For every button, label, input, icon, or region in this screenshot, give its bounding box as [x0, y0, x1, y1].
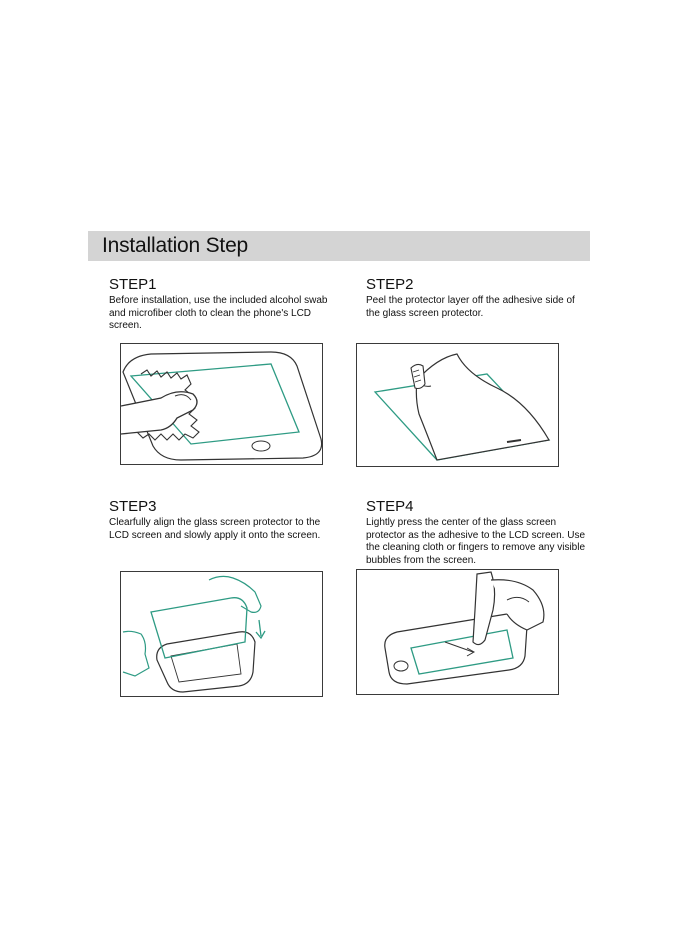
step-3-title: STEP3 [109, 498, 157, 515]
step-2-description: Peel the protector layer off the adhesive side of the glass screen protector. [366, 295, 575, 319]
step-3-illustration [120, 571, 323, 697]
press-center-icon [357, 570, 558, 694]
step-2 [366, 277, 606, 320]
step-4-illustration [356, 569, 559, 695]
step-1-description: Before installation, use the included alcohol swab and microfiber cloth to clean the phone's LCD screen. [109, 295, 328, 331]
section-title: Installation Step [102, 234, 249, 257]
step-3-description: Clearfully align the glass screen protector to the LCD screen and slowly apply it onto the screen. [109, 517, 321, 541]
step-2-illustration [356, 343, 559, 467]
step-4-title: STEP4 [366, 498, 414, 515]
peel-protector-icon [357, 344, 558, 466]
step-3 [109, 499, 349, 542]
step-1-illustration [120, 343, 323, 465]
step-4-description: Lightly press the center of the glass screen protector as the adhesive to the LCD screen. Use the cleaning cloth or fingers to remove any visible bubbles from the screen. [366, 517, 586, 566]
step-4 [366, 499, 606, 567]
align-protector-icon [121, 572, 322, 696]
step-1-title: STEP1 [109, 276, 157, 293]
step-2-title: STEP2 [366, 276, 414, 293]
phone-cleaning-icon [121, 344, 322, 464]
step-1 [109, 277, 349, 333]
section-header [88, 231, 590, 261]
